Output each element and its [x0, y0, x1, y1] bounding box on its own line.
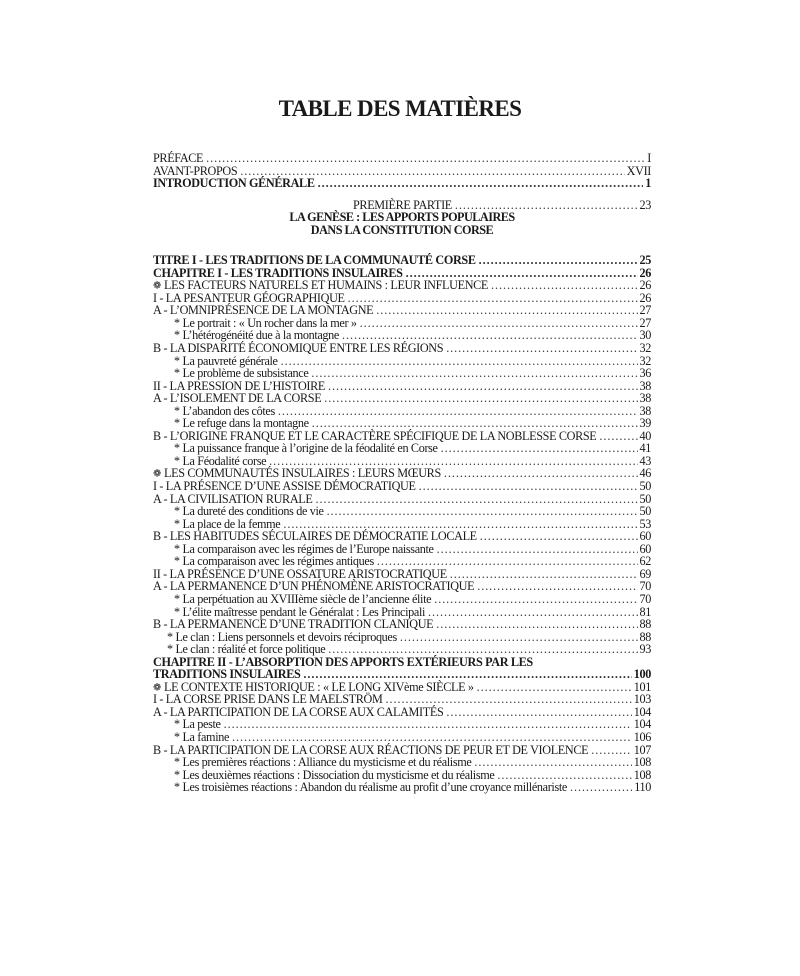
page-number: 50: [639, 491, 651, 506]
dot-leader: [224, 718, 632, 731]
page-number: 53: [639, 516, 651, 531]
page-number: 26: [639, 290, 651, 305]
entry-label: LE CONTEXTE HISTORIQUE : « LE LONG XIVème SIÈCLE »: [164, 679, 474, 694]
entry-label: A - LA CIVILISATION RURALE: [153, 491, 313, 506]
dot-leader: [311, 367, 637, 380]
entry-label: I - LA PRÉSENCE D’UNE ASSISE DÉMOCRATIQUE: [153, 479, 416, 494]
entry-label: * Le clan : Liens personnels et devoirs réciproques: [167, 629, 397, 644]
part-title-line-1: LA GENÈSE : LES APPORTS POPULAIRES: [289, 210, 515, 225]
entry-label: * La peste: [174, 717, 221, 732]
entry-label: I - LA PESANTEUR GÉOGRAPHIQUE: [153, 290, 345, 305]
entry-label: * Le portrait : « Un rocher dans la mer »: [174, 315, 357, 330]
page-number: 88: [639, 629, 651, 644]
dot-leader: [491, 279, 637, 292]
flower-icon: ❁: [153, 468, 162, 480]
page-number: 70: [639, 591, 651, 606]
entry-label: II - LA PRESSION DE L’HISTOIRE: [153, 378, 325, 393]
page-number: 27: [639, 303, 651, 318]
dot-leader: [318, 177, 644, 190]
page-number: 43: [639, 453, 651, 468]
entry-label: * La dureté des conditions de vie: [174, 504, 324, 519]
page-number: 26: [639, 278, 651, 293]
page-number: 81: [639, 604, 651, 619]
page-number: 30: [639, 328, 651, 343]
page-number: 38: [639, 391, 651, 406]
page-number: 101: [633, 679, 651, 694]
page-number: 50: [639, 504, 651, 519]
page-number: 106: [633, 729, 651, 744]
entry-label: * Le refuge dans la montagne: [174, 416, 309, 431]
page-number: 32: [639, 353, 651, 368]
dot-leader: [376, 304, 637, 317]
entry-label: B - LA DISPARITÉ ÉCONOMIQUE ENTRE LES RÉGIONS: [153, 341, 444, 356]
page-number: 93: [639, 642, 651, 657]
entry-label: * L’élite maîtresse pendant le Généralat : Les Principali: [174, 604, 426, 619]
page-number: 23: [639, 197, 651, 212]
dot-leader: [477, 681, 632, 694]
dot-leader: [278, 405, 638, 418]
entry-label: TITRE I - LES TRADITIONS DE LA COMMUNAUTÉ CORSE: [153, 253, 476, 268]
entry-label: * Le problème de subsistance: [174, 366, 309, 381]
dot-leader: [281, 355, 638, 368]
page-number: 108: [633, 755, 651, 770]
page-number: 27: [639, 315, 651, 330]
entry-label: * La perpétuation au XVIIIème siècle de l’ancienne élite: [174, 591, 432, 606]
toc-entry[interactable]: [153, 706, 651, 719]
dot-leader: [437, 543, 638, 556]
dot-leader: [591, 744, 632, 757]
entry-label-wrap: [153, 177, 318, 190]
front-matter: [153, 152, 651, 190]
dot-leader: [315, 493, 637, 506]
page-number: 62: [639, 554, 651, 569]
entry-label: * La comparaison avec les régimes antiques: [174, 554, 374, 569]
entry-label: B - LES HABITUDES SÉCULAIRES DE DÉMOCRATIE LOCALE: [153, 529, 477, 544]
entry-label: * Les troisièmes réactions : Abandon du réalisme au profit d’une croyance millénariste: [174, 780, 567, 795]
page-number: 107: [633, 742, 651, 757]
page-number: 39: [639, 416, 651, 431]
page-number: I: [647, 151, 651, 165]
entry-label-wrap: [174, 781, 570, 794]
dot-leader: [444, 467, 638, 480]
entry-label: * La Féodalité corse: [174, 453, 267, 468]
page-number: 1: [645, 176, 651, 191]
page-number: 41: [639, 441, 651, 456]
dot-leader: [206, 152, 645, 165]
entry-label: * La pauvreté générale: [174, 353, 278, 368]
page-number: 38: [639, 378, 651, 393]
dot-leader: [400, 631, 638, 644]
page-number: 60: [639, 541, 651, 556]
entry-label: B - L’ORIGINE FRANQUE ET LE CARACTÈRE SPÉCIFIQUE DE LA NOBLESSE CORSE: [153, 428, 597, 443]
entry-label: CHAPITRE I - LES TRADITIONS INSULAIRES: [153, 265, 403, 280]
dot-leader: [428, 606, 637, 619]
dot-leader: [474, 756, 631, 769]
flower-icon: ❁: [153, 682, 162, 694]
dot-leader: [441, 442, 638, 455]
dot-leader: [570, 781, 632, 794]
entry-label: A - LA PERMANENCE D’UN PHÉNOMÈNE ARISTOCRATIQUE: [153, 579, 475, 594]
dot-leader: [446, 342, 637, 355]
page-number: 36: [639, 366, 651, 381]
entry-label: * La place de la femme: [174, 516, 281, 531]
dot-leader: [446, 706, 631, 719]
entry-label: INTRODUCTION GÉNÉRALE: [153, 176, 315, 191]
toc-entry[interactable]: [153, 781, 651, 794]
entry-label: * Le clan : réalité et force politique: [167, 642, 326, 657]
entry-label: * L’hétérogénéité due à la montagne: [174, 328, 339, 343]
entry-label: LES COMMUNAUTÉS INSULAIRES : LEURS MŒURS: [164, 466, 441, 481]
flower-icon: ❁: [153, 280, 162, 292]
entry-label: LES FACTEURS NATURELS ET HUMAINS : LEUR INFLUENCE: [164, 278, 489, 293]
dot-leader: [599, 430, 637, 443]
dot-leader: [479, 254, 638, 267]
page-number: 103: [633, 692, 651, 707]
entry-label: CHAPITRE II - L’ABSORPTION DES APPORTS EXTÉRIEURS PAR LES: [153, 654, 533, 669]
entry-label: * Les premières réactions : Alliance du mysticisme et du réalisme: [174, 755, 472, 770]
dot-leader: [477, 580, 637, 593]
dot-leader: [450, 568, 638, 581]
page-number: 100: [633, 667, 651, 682]
toc-entries: [153, 254, 651, 794]
page-number: 104: [633, 717, 651, 732]
dot-leader: [419, 480, 638, 493]
entry-label: II - LA PRÉSENCE D’UNE OSSATURE ARISTOCRATIQUE: [153, 566, 447, 581]
page-number: 69: [639, 566, 651, 581]
page-number: 110: [634, 780, 651, 795]
entry-label: * Les deuxièmes réactions : Dissociation du mysticisme et du réalisme: [174, 767, 495, 782]
dot-leader: [480, 530, 638, 543]
page-number: 104: [633, 704, 651, 719]
part-title-line-2: DANS LA CONSTITUTION CORSE: [310, 223, 494, 238]
page-number: 32: [639, 341, 651, 356]
entry-label: B - LA PERMANENCE D’UNE TRADITION CLANIQUE: [153, 617, 434, 632]
entry-label: A - L’OMNIPRÉSENCE DE LA MONTAGNE: [153, 303, 374, 318]
toc-entry[interactable]: [153, 177, 651, 190]
entry-label: * L’abandon des côtes: [174, 403, 275, 418]
dot-leader: [436, 618, 637, 631]
page-number: 26: [639, 265, 651, 280]
entry-label: I - LA CORSE PRISE DANS LE MAELSTRÖM: [153, 692, 383, 707]
entry-label: A - L’ISOLEMENT DE LA CORSE: [153, 391, 322, 406]
page-number: 88: [639, 617, 651, 632]
page-number: 70: [639, 579, 651, 594]
page-number: 108: [633, 767, 651, 782]
dot-leader: [434, 593, 637, 606]
entry-label: * La comparaison avec les régimes de l’Europe naissante: [174, 541, 434, 556]
page-number: XVII: [626, 163, 651, 178]
entry-label: A - LA PARTICIPATION DE LA CORSE AUX CALAMITÉS: [153, 704, 444, 719]
entry-label: * La puissance franque à l’origine de la féodalité en Corse: [174, 441, 438, 456]
page-number: 38: [639, 403, 651, 418]
dot-leader: [348, 292, 638, 305]
entry-label: * La famine: [174, 729, 230, 744]
dot-leader: [360, 317, 638, 330]
part-label: PREMIÈRE PARTIE: [353, 197, 452, 212]
entry-label: TRADITIONS INSULAIRES: [153, 667, 301, 682]
dot-leader: [324, 392, 637, 405]
page-title: TABLE DES MATIÈRES: [278, 96, 522, 121]
page-number: 25: [639, 253, 651, 268]
page-number: 60: [639, 529, 651, 544]
dot-leader: [328, 380, 638, 393]
entry-label: PRÉFACE: [153, 151, 204, 165]
page-number: 40: [639, 428, 651, 443]
entry-label: AVANT-PROPOS: [153, 163, 238, 178]
page-number: 50: [639, 479, 651, 494]
table-of-contents: [153, 152, 651, 794]
entry-label: B - LA PARTICIPATION DE LA CORSE AUX RÉACTIONS DE PEUR ET DE VIOLENCE: [153, 742, 589, 757]
dot-leader: [327, 505, 638, 518]
page-number: 46: [639, 466, 651, 481]
